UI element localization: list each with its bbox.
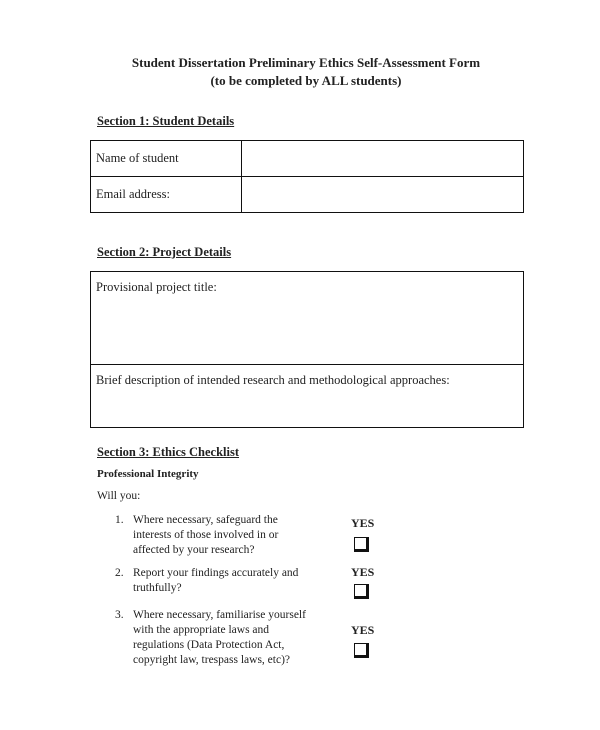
description-field[interactable] [91,365,524,428]
form-title: Student Dissertation Preliminary Ethics Self-Assessment Form [131,55,481,70]
item-1-yes-checkbox[interactable] [354,537,369,552]
description-label: Brief description of intended research and methodological approaches: [96,373,450,387]
project-details-table [90,271,524,428]
item-3-yes-checkbox[interactable] [354,643,369,658]
item-2-yes-checkbox[interactable] [354,584,369,599]
email-field[interactable] [242,177,524,213]
item-1-yes-label: YES [351,516,375,530]
item-2-text: Report your findings accurately and truthfully? [133,567,299,594]
item-3-number: 3. [115,609,124,621]
section2-heading: Section 2: Project Details [97,245,232,259]
email-label: Email address: [91,177,242,213]
form-subtitle: (to be completed by ALL students) [210,73,402,88]
item-2-yes-label: YES [351,565,375,579]
item-3-text: Where necessary, familiarise yourself with the appropriate laws and regulations (Data Protection Act, copyright law, trespass laws, etc)? [133,609,306,666]
item-3-yes-label: YES [351,623,375,637]
project-title-label: Provisional project title: [96,280,217,294]
item-1-number: 1. [115,514,124,526]
item-1-text: Where necessary, safeguard the interests of those involved in or affected by your research? [133,514,279,556]
professional-integrity-heading: Professional Integrity [97,468,199,480]
section3-heading: Section 3: Ethics Checklist [97,445,240,459]
section1-heading: Section 1: Student Details [97,114,235,128]
project-title-field[interactable] [91,272,524,365]
item-2-number: 2. [115,567,124,579]
name-label: Name of student [91,141,242,177]
student-details-table [90,140,524,213]
name-field[interactable] [242,141,524,177]
intro-text: Will you: [97,490,141,502]
